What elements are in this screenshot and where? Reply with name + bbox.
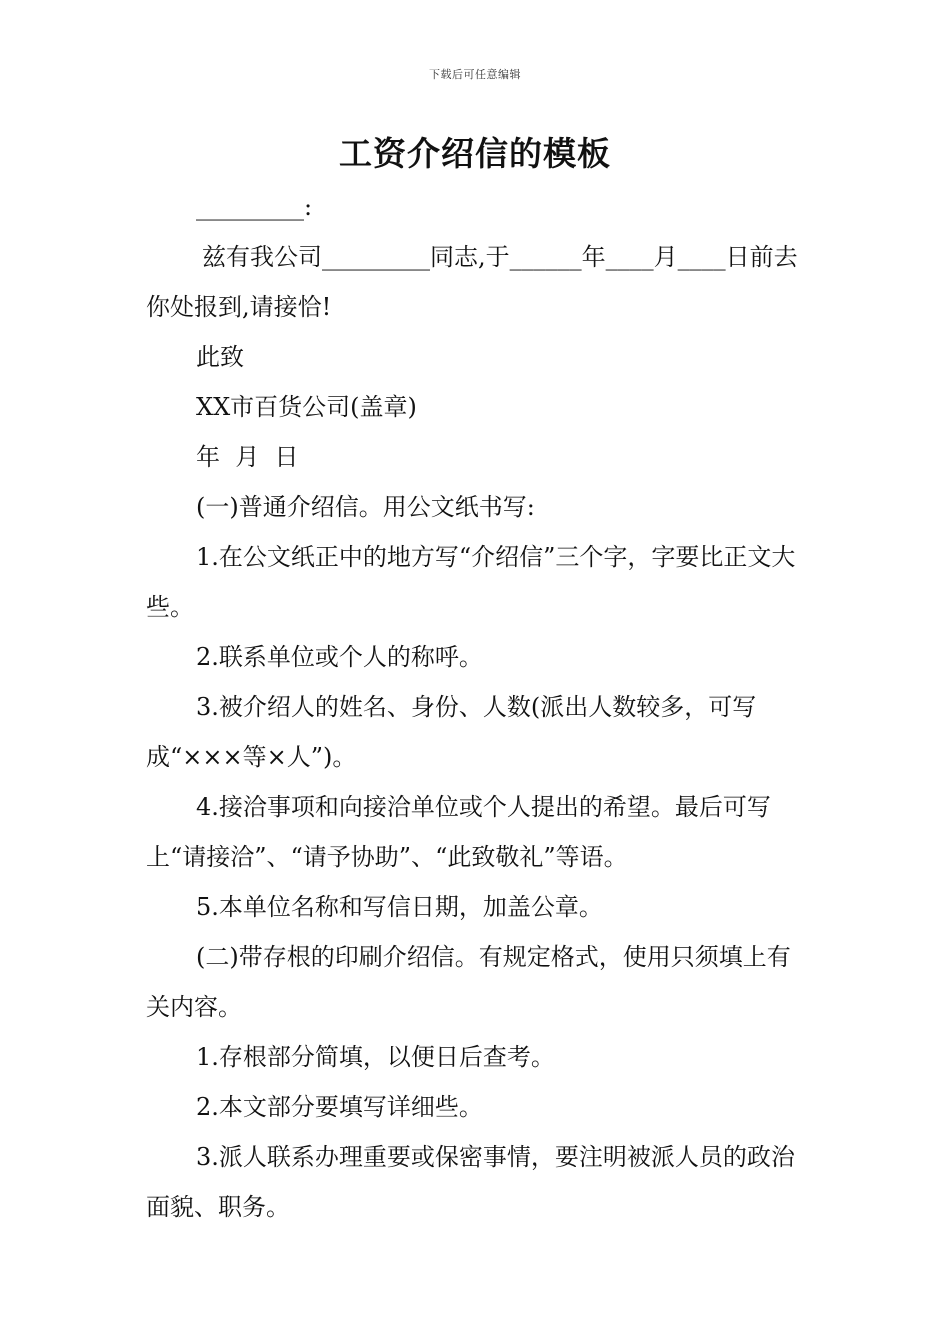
list-item: 2.本文部分要填写详细些。 <box>196 1093 483 1121</box>
section-heading: (一)普通介绍信。用公文纸书写: <box>196 493 535 521</box>
closing-phrase: 此致 <box>196 343 244 371</box>
section-heading: (二)带存根的印刷介绍信。有规定格式，使用只须填上有关内容。 <box>146 943 791 1021</box>
list-item: 1.存根部分简填，以便日后查考。 <box>196 1043 555 1071</box>
paragraph: 兹有我公司_________同志,于______年____月____日前去你处报到,请接恰! <box>146 243 798 321</box>
document-title: 工资介绍信的模板 <box>339 134 611 173</box>
list-item: 4.接洽事项和向接洽单位或个人提出的希望。最后可写上“请接洽”、“请予协助”、“此致敬礼”等语。 <box>146 793 771 871</box>
list-item: 1.在公文纸正中的地方写“介绍信”三个字，字要比正文大些。 <box>146 543 796 621</box>
salutation-blank: _________: <box>196 193 313 221</box>
document-body <box>146 182 808 1232</box>
header-note: 下载后可任意编辑 <box>429 68 521 81</box>
list-item: 2.联系单位或个人的称呼。 <box>196 643 483 671</box>
date-line: 年 月 日 <box>196 443 299 471</box>
list-item: 5.本单位名称和写信日期，加盖公章。 <box>196 893 603 921</box>
signature-line: XX市百货公司(盖章) <box>196 393 417 421</box>
list-item: 3.派人联系办理重要或保密事情，要注明被派人员的政治面貌、职务。 <box>146 1143 795 1221</box>
list-item: 3.被介绍人的姓名、身份、人数(派出人数较多，可写成“×××等×人”)。 <box>146 693 757 771</box>
